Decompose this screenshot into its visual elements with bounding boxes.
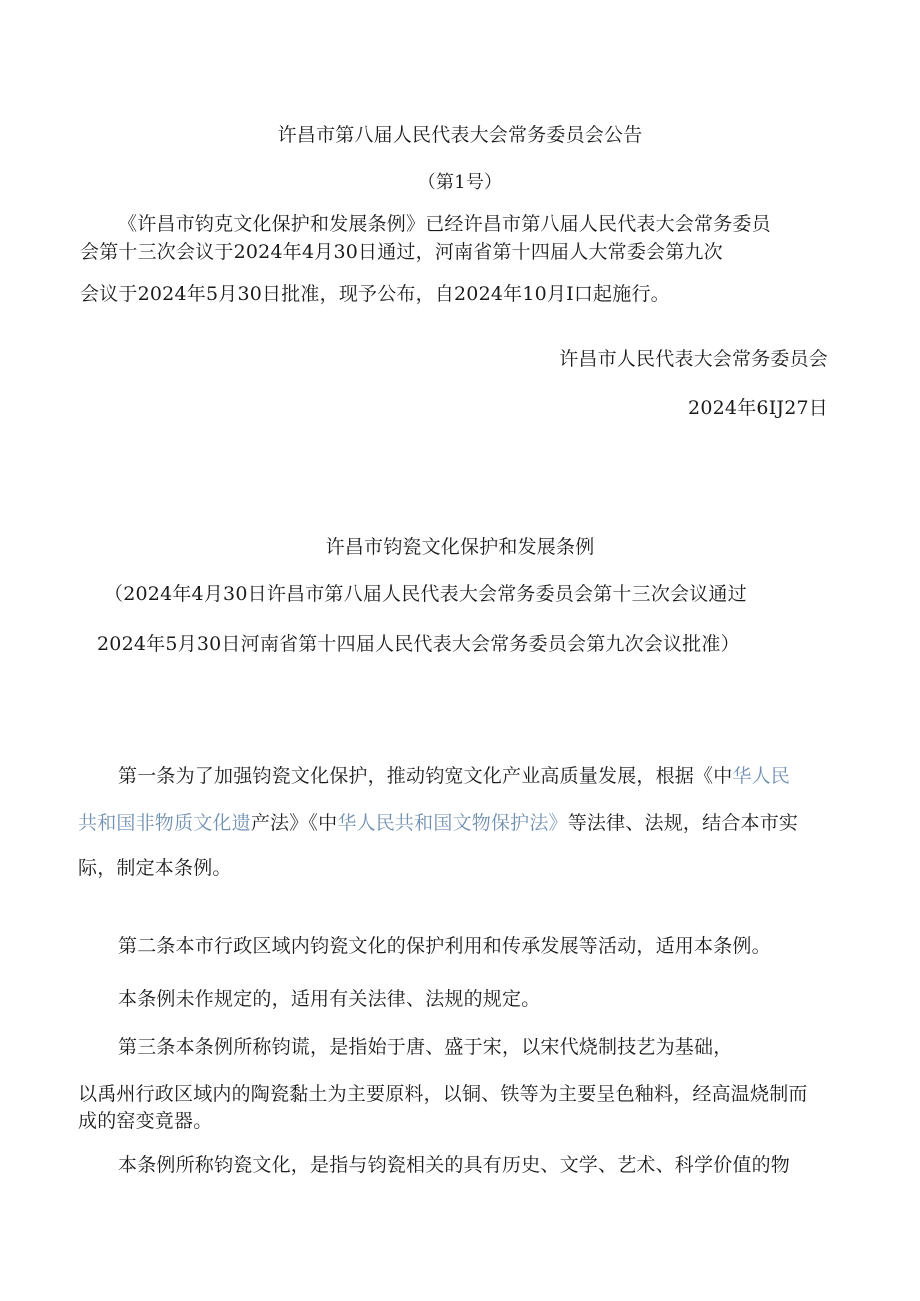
article-1-text: 等法律、法规，结合本市实 xyxy=(567,812,799,834)
announcement-body-line-3: 会议于2024年5月30日批准，现予公布，自2024年10月I口起施行。 xyxy=(80,283,670,305)
article-1-text: 产法》《中 xyxy=(250,812,338,834)
article-2: 第二条本市行政区域内钧瓷文化的保护利用和传承发展等活动，适用本条例。 xyxy=(118,935,771,957)
article-2-paragraph-2: 本条例未作规定的，适用有关法律、法规的规定。 xyxy=(118,988,541,1010)
article-1-line-2 xyxy=(78,811,798,835)
article-3-line-3: 成的窑变竟器。 xyxy=(78,1110,213,1132)
article-1-line-3: 际，制定本条例。 xyxy=(78,857,232,879)
article-3-line-2: 以禹州行政区域内的陶瓷黏土为主要原料，以铜、铁等为主要呈色釉料，经高温烧制而 xyxy=(78,1083,808,1105)
announcement-issuer: 许昌市人民代表大会常务委员会 xyxy=(559,348,828,370)
announcement-number: （第1号） xyxy=(417,172,503,193)
regulation-note-line-2: 2024年5月30日河南省第十四届人民代表大会常务委员会第九次会议批准） xyxy=(97,633,740,655)
article-3-paragraph-2: 本条例所称钧瓷文化，是指与钧瓷相关的具有历史、文学、艺术、科学价值的物 xyxy=(118,1154,791,1176)
regulation-note-line-1: （2024年4月30日许昌市第八届人民代表大会常务委员会第十三次会议通过 xyxy=(104,583,747,605)
announcement-title: 许昌市第八届人民代表大会常务委员会公告 xyxy=(277,124,643,146)
announcement-body-line-2: 会第十三次会议于2024年4月30日通过，河南省第十四届人大常委会第九次 xyxy=(80,241,723,263)
regulation-title: 许昌市钧瓷文化保护和发展条例 xyxy=(325,536,595,558)
article-3-line-1: 第三条本条例所称钧谎，是指始于唐、盛于宋，以宋代烧制技艺为基础， xyxy=(118,1036,733,1058)
article-1-text: 第一条为了加强钧瓷文化保护，推动钧宽文化产业高质量发展，根据《中 xyxy=(118,765,733,787)
announcement-date: 2024年6IJ27日 xyxy=(688,397,828,419)
law-link-intangible-heritage[interactable]: 共和国非物质文化遗 xyxy=(78,812,251,834)
article-1-line-1 xyxy=(118,764,790,788)
announcement-body-line-1: 《许昌市钧克文化保护和发展条例》已经许昌市第八届人民代表大会常务委员 xyxy=(118,213,771,235)
law-link-cultural-relics[interactable]: 华人民共和国文物保护法》 xyxy=(337,812,568,834)
law-link-prc-part1[interactable]: 华人民 xyxy=(732,765,791,787)
